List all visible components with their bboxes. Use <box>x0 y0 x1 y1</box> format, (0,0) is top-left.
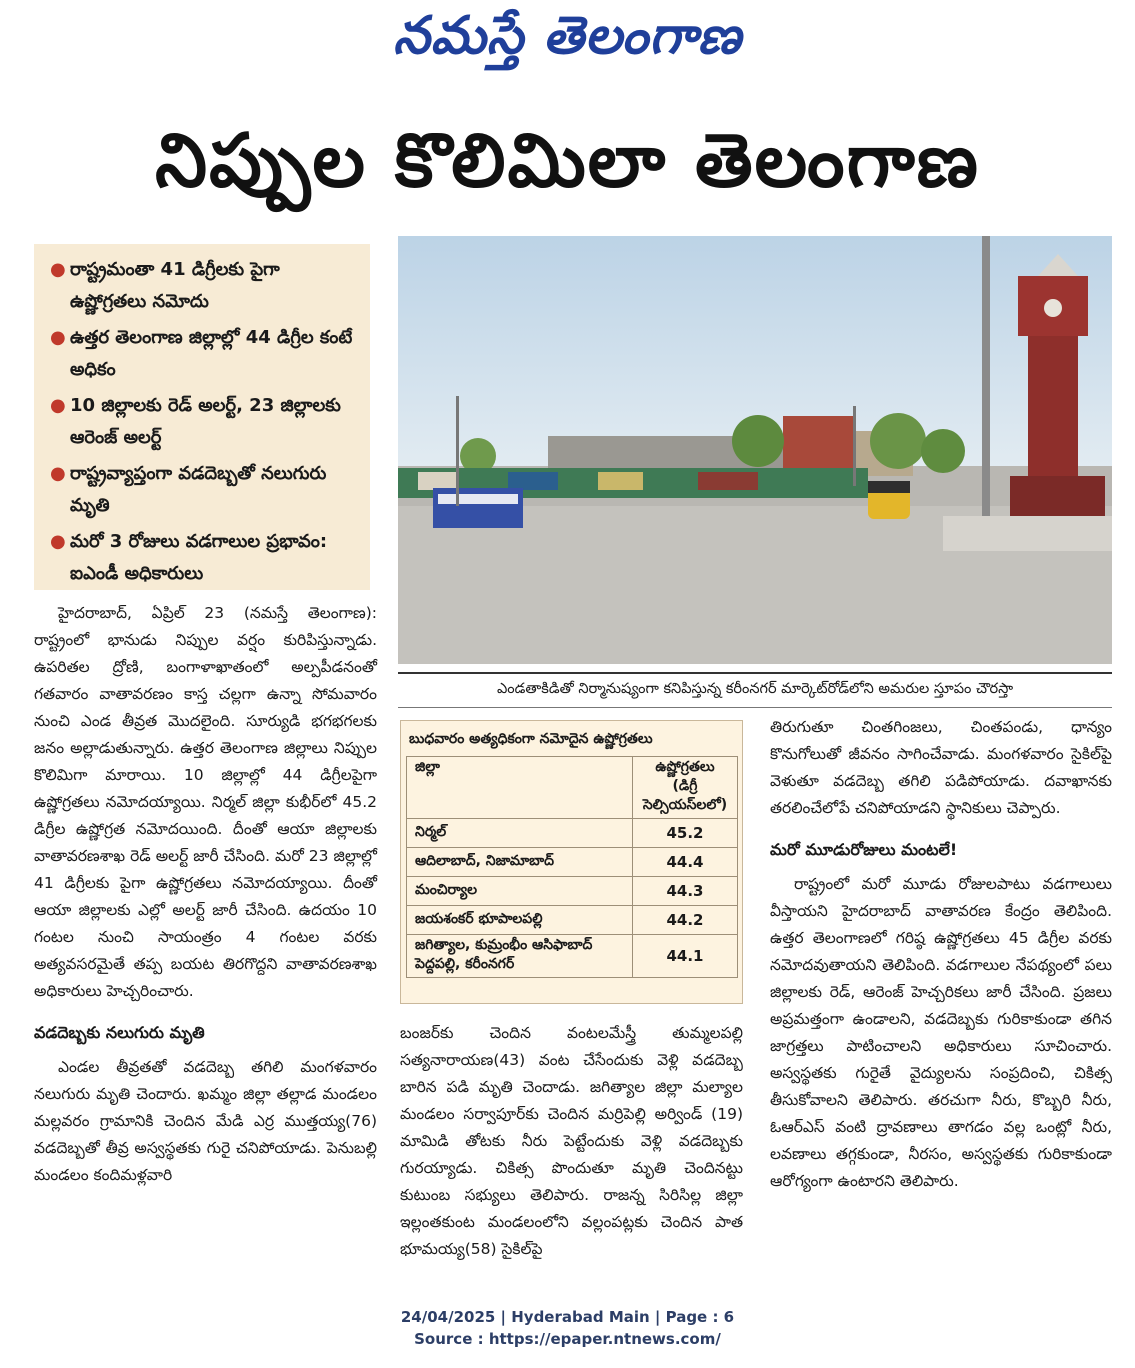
highlight-item: ● 10 జిల్లాలకు రెడ్ అలర్ట్, 23 జిల్లాలకు ఆరెంజ్ అలర్ట్ <box>48 390 358 454</box>
subheading: మరో మూడురోజులు మంటలే! <box>770 840 958 859</box>
footer-source-link[interactable]: Source : https://epaper.ntnews.com/ <box>414 1330 721 1348</box>
district-cell: ఆదిలాబాద్, నిజామాబాద్ <box>407 848 633 877</box>
header-district: జిల్లా <box>407 757 633 819</box>
temperature-table <box>406 756 738 978</box>
article-column-1 <box>34 600 377 1189</box>
temperature-cell: 44.4 <box>633 848 738 877</box>
footer-date-edition: 24/04/2025 | Hyderabad Main | Page : 6 <box>400 1308 735 1326</box>
district-cell: జగిత్యాల, కుమ్రంభీం ఆసిఫాబాద్ పెద్దపల్లి, కరీంనగర్ <box>407 935 633 978</box>
table-header-row <box>407 757 738 819</box>
article-paragraph: తిరుగుతూ చింతగింజలు, చింతపండు, ధాన్యం కొనుగోలుతో జీవనం సాగించేవాడు. మంగళవారం సైకిల్‌పై వెళుతూ వడదెబ్బ తగిలి పడిపోయాడు. దవాఖానకు తరలించేలోపే చనిపోయాడని స్థానికులు చెప్పారు. <box>770 718 1112 817</box>
headline: నిప్పుల కొలిమిలా తెలంగాణ <box>155 118 980 204</box>
page-footer <box>0 1306 1135 1350</box>
subheading: వడదెబ్బకు నలుగురు మృతి <box>34 1023 205 1042</box>
district-cell: నిర్మల్ <box>407 819 633 848</box>
bullet-icon: ● <box>50 259 66 280</box>
temperature-cell: 44.3 <box>633 877 738 906</box>
highlight-item: ● రాష్ట్రవ్యాప్తంగా వడదెబ్బతో నలుగురు మృతి <box>48 458 358 522</box>
article-paragraph: బంజర్‌కు చెందిన వంటలమేస్త్రీ తుమ్మలపల్లి సత్యనారాయణ(43) వంట చేసేందుకు వెళ్లి వడదెబ్బ బారిన పడి మృతి చెందాడు. జగిత్యాల జిల్లా మల్యాల మండలం సర్వాపూర్‌కు చెందిన మర్రిపెల్లి అర్విండ్ (19) మామిడి తోటకు నీరు పెట్టేందుకు వెళ్లి వడదెబ్బకు గురయ్యాడు. చికిత్స పొందుతూ మృతి చెందినట్టు కుటుంబ సభ్యులు తెలిపారు. రాజన్న సిరిసిల్ల జిల్లా ఇల్లంతకుంట మండలంలోని వల్లంపట్లకు చెందిన పాత భూమయ్య(58) సైకిల్‌పై <box>400 1024 743 1258</box>
highlight-item: ● రాష్ట్రమంతా 41 డిగ్రీలకు పైగా ఉష్ణోగ్రతలు నమోదు <box>48 254 358 318</box>
table-row <box>407 877 738 906</box>
table-row <box>407 819 738 848</box>
street-photo-illustration <box>398 236 1112 664</box>
article-paragraph: ఎండల తీవ్రతతో వడదెబ్బ తగిలి మంగళవారం నలుగురు మృతి చెందారు. ఖమ్మం జిల్లా తల్లాడ మండలం మల్లవరం గ్రామానికి చెందిన మేడి ఎర్ర ముత్తయ్య(76) వడదెబ్బతో తీవ్ర అస్వస్థతకు గురై చనిపోయాడు. పెనుబల్లి మండలం కందిమళ్లవారి <box>34 1058 377 1184</box>
temperature-cell: 45.2 <box>633 819 738 848</box>
article-column-3 <box>770 714 1112 1195</box>
news-photo <box>398 236 1112 664</box>
article-column-2 <box>400 1020 743 1263</box>
temperature-cell: 44.2 <box>633 906 738 935</box>
table-row <box>407 848 738 877</box>
bullet-icon: ● <box>50 531 66 552</box>
article-paragraph: హైదరాబాద్, ఏప్రిల్ 23 (నమస్తే తెలంగాణ): రాష్ట్రంలో భానుడు నిప్పుల వర్షం కురిపిస్తున్నాడు. ఉపరితల ద్రోణి, బంగాళాఖాతంలో అల్పపీడనంతో గతవారం వాతావరణం కాస్త చల్లగా ఉన్నా సోమవారం నుంచి ఎండ తీవ్రత మొదలైంది. సూర్యుడి భగభగలకు జనం అల్లాడుతున్నారు. ఉత్తర తెలంగాణ జిల్లాలు నిప్పుల కొలిమిగా మారాయి. 10 జిల్లాల్లో 44 డిగ్రీలపైగా ఉష్ణోగ్రతలు నమోదయ్యాయి. నిర్మల్ జిల్లా కుభీర్‌లో 45.2 డిగ్రీల ఉష్ణోగ్రత నమోదయింది. దీంతో ఆయా జిల్లాలకు వాతావరణశాఖ రెడ్ అలర్ట్ జారీ చేసింది. మరో 23 జిల్లాల్లో 41 డిగ్రీలకు పైగా ఉష్ణోగ్రతలు నమోదయ్యాయి. దీంతో ఆయా జిల్లాలకు ఎల్లో అలర్ట్ జారీ చేసింది. ఉదయం 10 గంటల నుంచి సాయంత్రం 4 గంటల వరకు అత్యవసరమైతే తప్ప బయట తిరగొద్దని వాతావరణశాఖ అధికారులు హెచ్చరించారు. <box>34 604 377 1000</box>
bullet-icon: ● <box>50 463 66 484</box>
bullet-icon: ● <box>50 395 66 416</box>
bullet-icon: ● <box>50 327 66 348</box>
district-cell: మంచిర్యాల <box>407 877 633 906</box>
article-paragraph: రాష్ట్రంలో మరో మూడు రోజులపాటు వడగాలులు వీస్తాయని హైదరాబాద్ వాతావరణ కేంద్రం తెలిపింది. ఉత్తర తెలంగాణలో గరిష్ఠ ఉష్ణోగ్రతలు 45 డిగ్రీల వరకు నమోదవుతాయని తెలిపింది. వడగాలుల నేపథ్యంలో పలు జిల్లాలకు రెడ్, ఆరెంజ్ హెచ్చరికలు జారీ చేసింది. ప్రజలు అప్రమత్తంగా ఉండాలని, వడదెబ్బకు గురికాకుండా తగిన జాగ్రత్తలు పాటించాలని అధికారులు సూచించారు. అస్వస్థతకు గురైతే వైద్యులను సంప్రదించి, చికిత్స తీసుకోవాలని తెలిపారు. తరచుగా నీరు, కొబ్బరి నీరు, ఓఆర్‌ఎస్ వంటి ద్రావణాలు తాగడం వల్ల ఒంట్లో నీరు, లవణాలు తగ్గకుండా, నీరసం, అస్వస్థతకు గురికాకుండా ఆరోగ్యంగా ఉంటారని తెలిపారు. <box>770 875 1112 1190</box>
highlight-item: ● ఉత్తర తెలంగాణ జిల్లాల్లో 44 డిగ్రీల కంటే అధికం <box>48 322 358 386</box>
photo-caption: ఎండతాకిడితో నిర్మానుష్యంగా కనిపిస్తున్న కరీంనగర్ మార్కెట్‌రోడ్‌లోని అమరుల స్తూపం చౌరస్తా <box>398 672 1112 708</box>
table-title: బుధవారం అత్యధికంగా నమోదైన ఉష్ణోగ్రతలు <box>409 731 653 747</box>
table-row <box>407 935 738 978</box>
temperature-cell: 44.1 <box>633 935 738 978</box>
table-row <box>407 906 738 935</box>
highlight-item: ● మరో 3 రోజులు వడగాలుల ప్రభావం: ఐఎండీ అధికారులు <box>48 526 358 590</box>
masthead-logo: నమస్తే తెలంగాణ <box>393 6 742 66</box>
header-temperature: ఉష్ణోగ్రతలు (డిగ్రీ సెల్సియస్‌లలో) <box>633 757 738 819</box>
district-cell: జయశంకర్ భూపాలపల్లి <box>407 906 633 935</box>
highlights-box <box>34 244 370 590</box>
temperature-table-box <box>400 720 743 1004</box>
